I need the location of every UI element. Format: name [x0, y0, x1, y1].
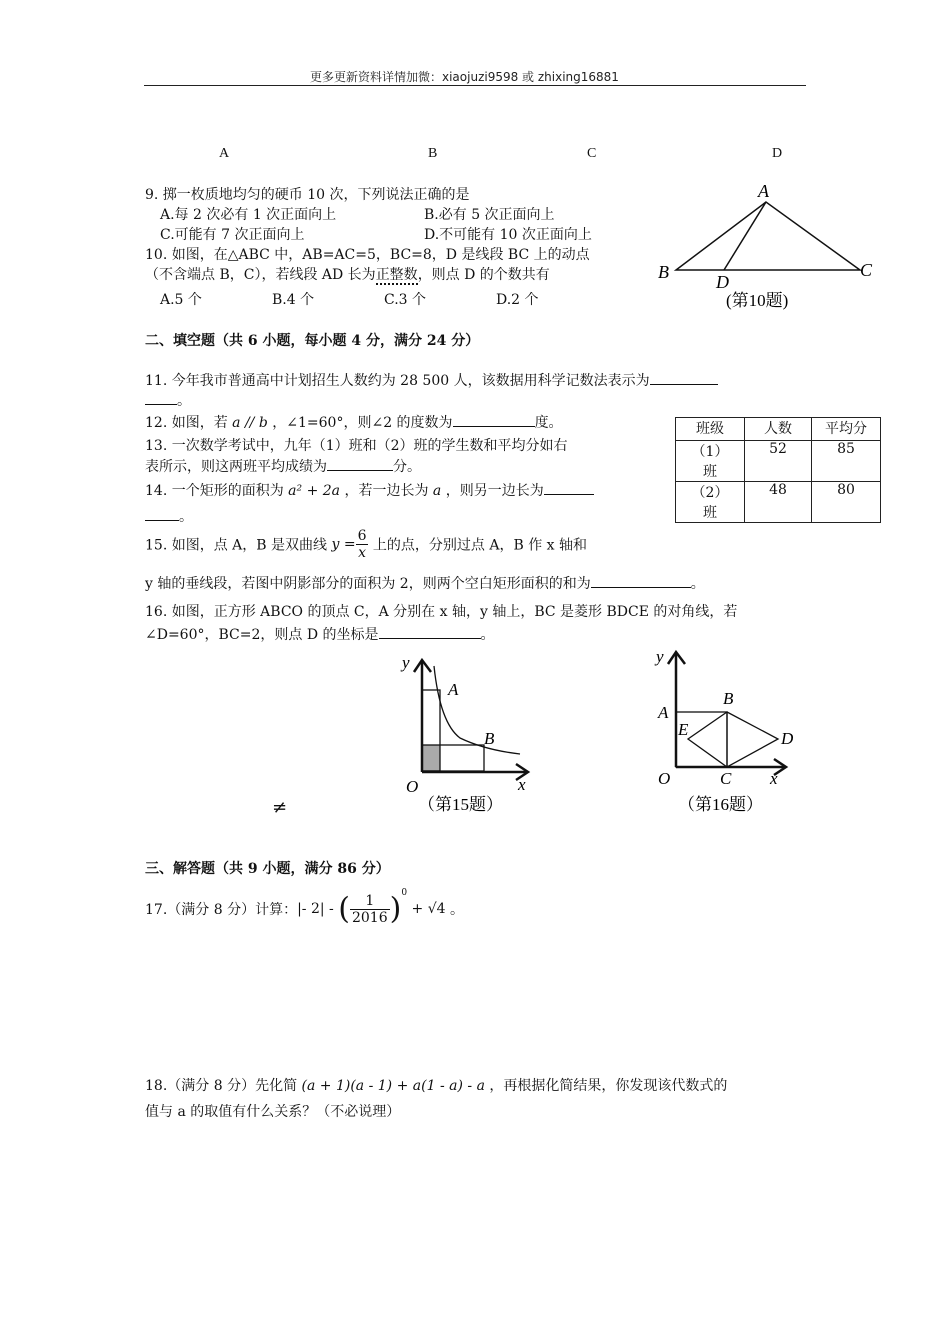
q17-frac-den: 2016 — [351, 909, 388, 926]
label-x: x — [770, 769, 778, 788]
q10-emphasis: 正整数 — [375, 267, 418, 283]
q15-func-lhs: y = — [331, 536, 356, 553]
label-a: A — [658, 703, 669, 722]
section3-title: 三、解答题（共 9 小题，满分 86 分） — [145, 861, 390, 877]
table-row — [676, 482, 881, 523]
q15-caption: （第15题） — [418, 795, 503, 814]
q18-line2: 值与 a 的取值有什么关系？（不必说理） — [145, 1104, 401, 1120]
q15-frac-num: 6 — [357, 528, 367, 544]
q15-line2-pre: y 轴的垂线段，若图中阴影部分的面积为 2，则两个空白矩形面积的和为 — [145, 576, 591, 592]
label-c: C — [720, 769, 732, 788]
q9-option-c: C.可能有 7 次正面向上 — [160, 227, 305, 243]
q13-line1: 13. 一次数学考试中，九年（1）班和（2）班的学生数和平均分如右 — [145, 438, 568, 454]
q10-line2-pre: （不含端点 B，C），若线段 AD 长为 — [145, 267, 376, 283]
q14-pre: 14. 一个矩形的面积为 — [145, 483, 289, 499]
row2-class-a: （2） — [691, 485, 729, 501]
q12-answer-blank[interactable] — [453, 412, 535, 427]
q10-option-a: A.5 个 — [160, 292, 202, 308]
rhombus-bdce — [688, 712, 778, 767]
q15-line2 — [145, 573, 705, 593]
row2-count: 48 — [745, 482, 812, 523]
q14-end: 。 — [179, 509, 193, 525]
stray-not-equal-mark: ≠ — [272, 797, 288, 818]
q11-answer-blank[interactable] — [650, 370, 718, 385]
q16-line1: 16. 如图，正方形 ABCO 的顶点 C，A 分别在 x 轴，y 轴上，BC 是菱形 BDCE 的对角线，若 — [145, 604, 738, 620]
q13-post: 分。 — [393, 459, 421, 475]
q14-line2 — [145, 506, 193, 526]
q10-option-b: B.4 个 — [272, 292, 315, 308]
q8-option-b: B — [428, 146, 438, 161]
q17-line — [145, 888, 464, 927]
q9-option-d: D.不可能有 10 次正面向上 — [424, 227, 592, 243]
q18-post: ，再根据化简结果，你发现该代数式的 — [484, 1078, 728, 1094]
label-c: C — [860, 260, 873, 280]
label-x: x — [518, 775, 526, 794]
row1-average: 85 — [812, 441, 881, 482]
row1-class-a: （1） — [691, 444, 729, 460]
q10-triangle-figure — [650, 178, 890, 318]
q18-line1 — [145, 1075, 727, 1095]
label-o: O — [658, 769, 671, 788]
q16-square-rhombus-figure — [648, 642, 798, 818]
row2-average: 80 — [812, 482, 881, 523]
q17-left-paren: ( — [338, 891, 350, 927]
q14-var: a — [432, 483, 442, 499]
q12-condition: a // b — [232, 415, 268, 431]
q14-line1 — [145, 480, 594, 500]
label-e: E — [678, 720, 689, 739]
q15-line1 — [145, 528, 587, 561]
header-rule — [144, 85, 806, 86]
row1-class-b: 班 — [703, 464, 717, 480]
label-y: y — [402, 653, 410, 672]
q18-expr: (a + 1)(a - 1) + a(1 - a) - a — [301, 1078, 485, 1094]
label-d: D — [781, 729, 794, 748]
label-b: B — [484, 729, 495, 748]
q16-line2 — [145, 624, 495, 644]
row2-class-b: 班 — [703, 505, 717, 521]
q14-mid: ，若一边长为 — [340, 483, 433, 499]
header-class: 班级 — [676, 418, 745, 441]
row1-count: 52 — [745, 441, 812, 482]
row1-class — [676, 441, 745, 482]
row2-class — [676, 482, 745, 523]
q11-line2 — [145, 390, 191, 410]
q15-post: 上的点，分别过点 A，B 作 x 轴和 — [368, 537, 588, 554]
q16-line2-post: 。 — [480, 627, 495, 643]
q12-line — [145, 412, 563, 432]
q14-answer-blank-cont[interactable] — [145, 506, 179, 521]
label-b: B — [658, 262, 669, 282]
label-a: A — [758, 181, 769, 201]
q16-answer-blank[interactable] — [379, 624, 481, 639]
header-average: 平均分 — [812, 418, 881, 441]
page-header: 更多更新资料详情加微：xiaojuzi9598 或 zhixing16881 — [310, 70, 619, 84]
q17-exponent: 0 — [401, 888, 408, 898]
q17-pre: 17.（满分 8 分）计算： — [145, 902, 298, 918]
q11-answer-blank-cont[interactable] — [145, 390, 177, 405]
q16-caption: （第16题） — [678, 795, 763, 814]
hyperbola-curve — [434, 666, 520, 754]
class-score-table — [675, 417, 881, 523]
q15-line2-post: 。 — [690, 576, 705, 592]
q15-fraction — [356, 528, 369, 561]
q11-end: 。 — [177, 393, 191, 409]
label-y: y — [656, 647, 664, 666]
q11-text: 11. 今年我市普通高中计划招生人数约为 28 500 人，该数据用科学记数法表示为 — [145, 373, 650, 389]
shaded-rectangle — [422, 745, 440, 771]
q12-mid: ，∠1=60°，则∠2 的度数为 — [267, 415, 453, 431]
q14-post: ，则另一边长为 — [441, 483, 544, 499]
q10-option-d: D.2 个 — [496, 292, 539, 308]
q17-post: 。 — [445, 902, 464, 918]
q13-answer-blank[interactable] — [327, 456, 393, 471]
q8-option-a: A — [219, 146, 230, 161]
q12-post: 度。 — [534, 415, 563, 431]
q8-option-c: C — [587, 146, 597, 161]
q17-abs: |- 2| — [297, 901, 325, 917]
q12-pre: 12. 如图，若 — [145, 415, 233, 431]
q17-fraction — [350, 893, 390, 926]
q13-line2 — [145, 456, 421, 476]
q15-frac-den: x — [358, 545, 366, 561]
q10-option-c: C.3 个 — [384, 292, 427, 308]
q13-pre: 表所示，则这两班平均成绩为 — [145, 459, 327, 475]
q16-line2-pre: ∠D=60°，BC=2，则点 D 的坐标是 — [145, 627, 379, 643]
q15-pre: 15. 如图，点 A，B 是双曲线 — [145, 537, 332, 554]
q17-right-paren: ) — [389, 891, 402, 927]
triangle-abc — [676, 202, 860, 270]
q18-pre: 18.（满分 8 分）先化简 — [145, 1078, 302, 1094]
table-header-row — [676, 418, 881, 441]
q17-sqrt: + √4 — [407, 901, 446, 917]
q14-answer-blank[interactable] — [544, 480, 594, 495]
q14-expr: a² + 2a — [288, 483, 341, 499]
q15-answer-blank[interactable] — [591, 573, 691, 588]
q17-minus: - — [324, 901, 339, 917]
q9-stem: 9. 掷一枚质地均匀的硬币 10 次，下列说法正确的是 — [145, 187, 470, 203]
q10-line1: 10. 如图，在△ABC 中，AB=AC=5，BC=8，D 是线段 BC 上的动点 — [145, 247, 590, 263]
q11-line1 — [145, 370, 718, 390]
q10-line2-post: ，则点 D 的个数共有 — [417, 267, 550, 283]
q17-frac-num: 1 — [350, 893, 390, 910]
label-o: O — [406, 777, 419, 796]
q10-caption: (第10题) — [726, 291, 789, 310]
segment-ad — [724, 202, 766, 270]
q10-line2 — [145, 264, 550, 284]
q9-option-a: A.每 2 次必有 1 次正面向上 — [160, 207, 337, 223]
label-b: B — [723, 689, 734, 708]
label-a: A — [448, 680, 459, 699]
q9-option-b: B.必有 5 次正面向上 — [424, 207, 555, 223]
label-d: D — [716, 272, 729, 292]
table-row — [676, 441, 881, 482]
q8-option-d: D — [772, 146, 783, 161]
header-count: 人数 — [745, 418, 812, 441]
q15-hyperbola-figure — [390, 648, 540, 818]
section2-title: 二、填空题（共 6 小题，每小题 4 分，满分 24 分） — [145, 333, 480, 349]
